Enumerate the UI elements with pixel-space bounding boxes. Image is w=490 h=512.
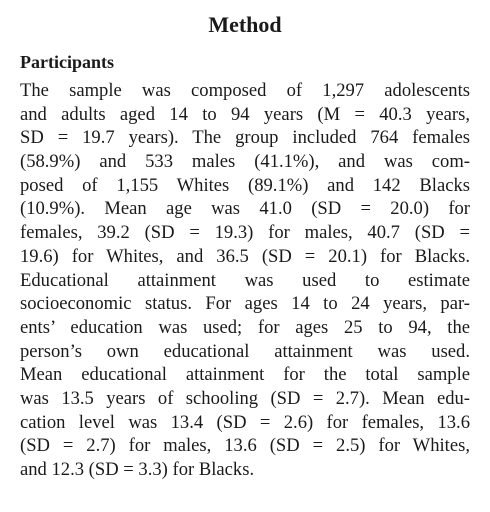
paragraph-line: ents’ education was used; for ages 25 to 94, the [20,316,470,338]
paragraph-line: (SD = 2.7) for males, 13.6 (SD = 2.5) for Whites, [20,435,470,457]
paragraph-line: socioeconomic status. For ages 14 to 24 years, par- [20,293,470,315]
paragraph-line: and 12.3 (SD = 3.3) for Blacks. [20,459,255,480]
paragraph-line: posed of 1,155 Whites (89.1%) and 142 Blacks [20,174,470,196]
paragraph-line: females, 39.2 (SD = 19.3) for males, 40.7 (SD = [20,222,470,244]
paragraph-line: cation level was 13.4 (SD = 2.6) for females, 13.6 [20,411,470,433]
paragraph-line: was 13.5 years of schooling (SD = 2.7). Mean edu- [20,387,470,409]
paragraph-line: (58.9%) and 533 males (41.1%), and was com- [20,151,470,173]
paragraph-line: The sample was composed of 1,297 adolescents [20,80,470,101]
paragraph-line: (10.9%). Mean age was 41.0 (SD = 20.0) for [20,198,470,220]
subsection-heading: Participants [20,52,114,72]
paragraph-line: 19.6) for Whites, and 36.5 (SD = 20.1) for Blacks. [20,245,470,267]
paragraph-line: Educational attainment was used to estimate [20,269,470,291]
paragraph-line: SD = 19.7 years). The group included 764 females [20,127,470,149]
paragraph-line: and adults aged 14 to 94 years (M = 40.3 years, [20,103,470,125]
paragraph-line: Mean educational attainment for the total sample [20,364,470,386]
paragraph-line: person’s own educational attainment was used. [20,340,470,362]
participants-paragraph [20,79,470,482]
section-heading: Method [208,12,282,37]
